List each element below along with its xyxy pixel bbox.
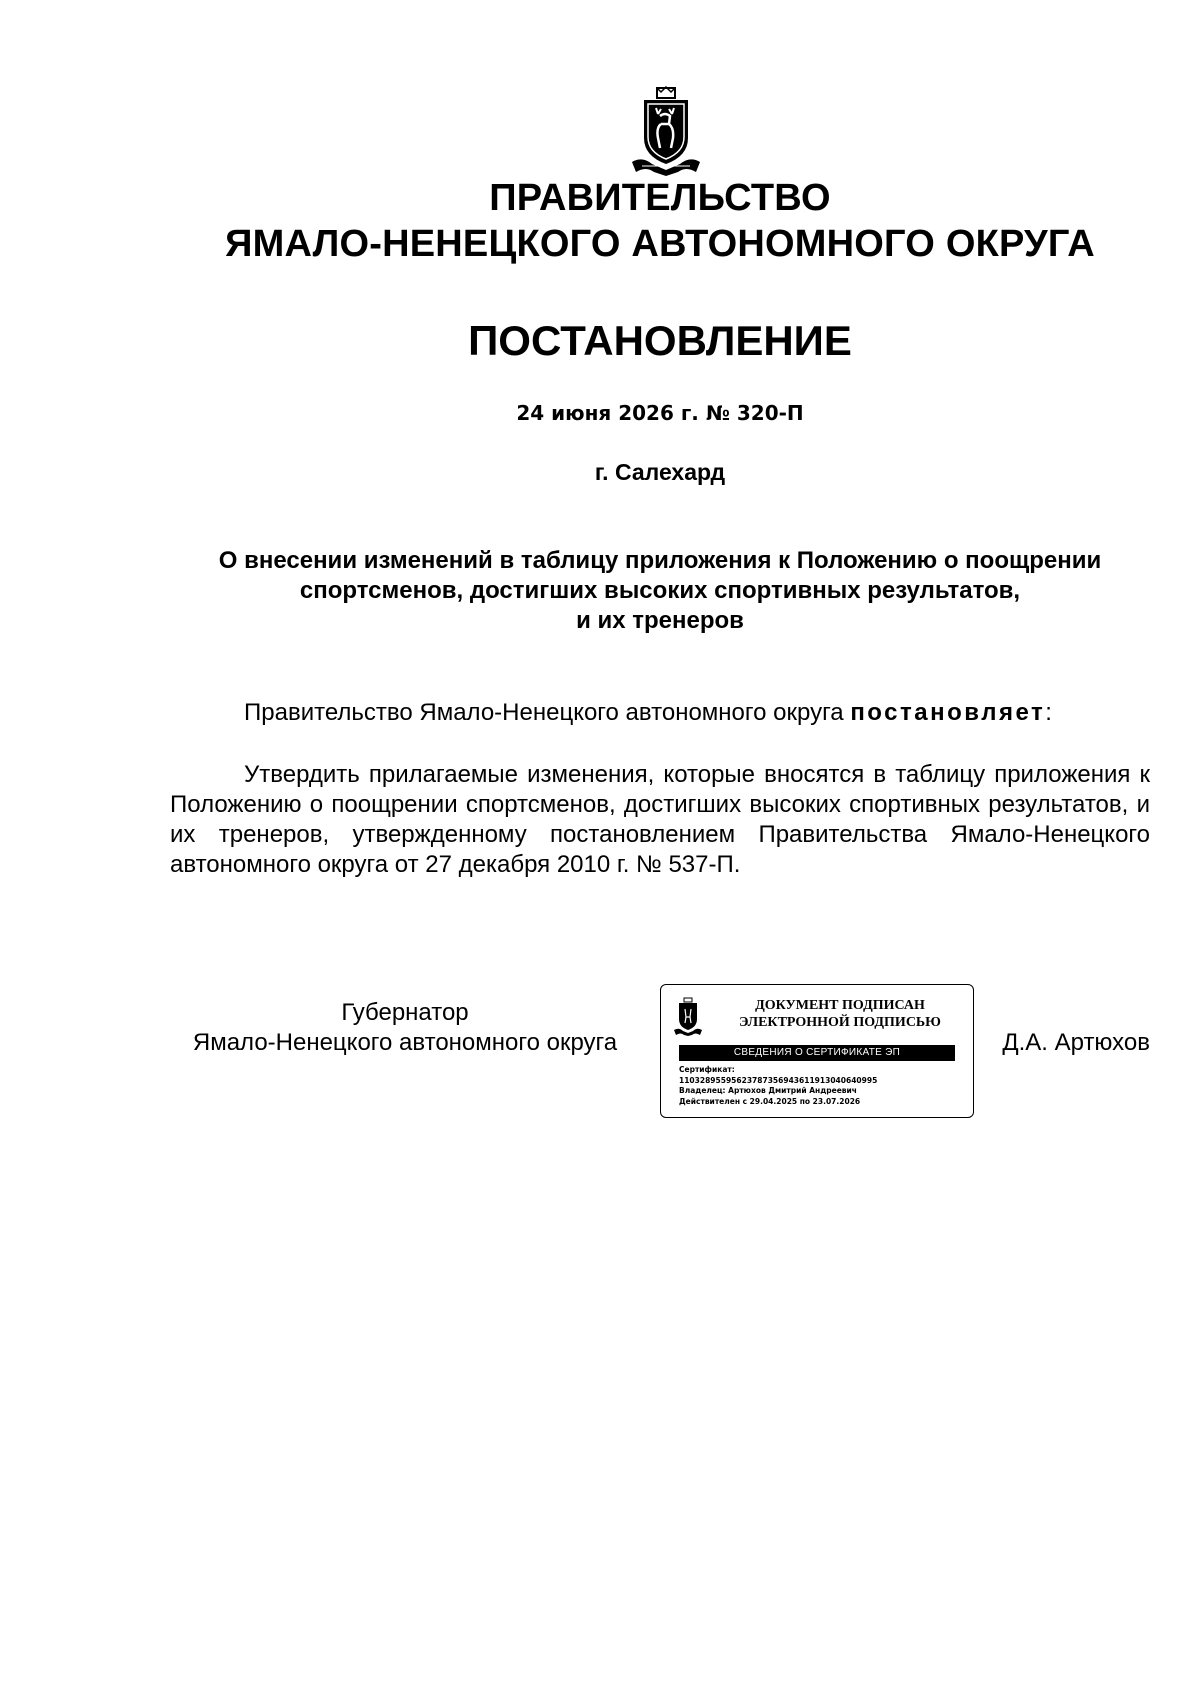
stamp-certificate-bar: СВЕДЕНИЯ О СЕРТИФИКАТЕ ЭП [679, 1045, 955, 1061]
coat-of-arms-icon [628, 86, 704, 178]
coat-of-arms-icon [673, 997, 703, 1037]
document-type: ПОСТАНОВЛЕНИЕ [468, 317, 852, 364]
signatory-name: Д.А. Артюхов [1002, 1029, 1150, 1056]
document-subject [170, 546, 1150, 636]
stamp-cert-number: 11032895595623787356943611913040640995 [679, 1075, 878, 1085]
org-name-line-1: ПРАВИТЕЛЬСТВО [489, 177, 831, 219]
body-paragraph [170, 760, 1150, 880]
stamp-validity: Действителен с 29.04.2025 по 23.07.2026 [679, 1096, 861, 1106]
body-paragraph-text: Утвердить прилагаемые изменения, которые вносятся в таблицу приложения к Положению о поощрении спортсменов, достигших высоких спортивных результатов, и их тренеров, утвержденному постановлением Правительства Ямало-Ненецкого автономного округа от 27 декабря 2010 г. № 537-П. [170, 761, 1150, 878]
signatory-position [170, 998, 640, 1058]
subject-line: О внесении изменений в таблицу приложения к Положению о поощрении [218, 547, 1102, 574]
electronic-signature-stamp [660, 984, 974, 1118]
stamp-heading [717, 997, 963, 1031]
stamp-certificate-info [679, 1065, 959, 1107]
preamble [170, 698, 1150, 728]
date-and-number: 24 июня 2026 г. № 320-П [516, 401, 804, 425]
preamble-suffix: : [1045, 699, 1052, 726]
signatory-position-line-2: Ямало-Ненецкого автономного округа [192, 1029, 618, 1056]
subject-line: спортсменов, достигших высоких спортивных результатов, [299, 577, 1021, 604]
stamp-heading-line-1: ДОКУМЕНТ ПОДПИСАН [755, 998, 925, 1013]
stamp-cert-label: Сертификат: [679, 1065, 735, 1074]
stamp-heading-line-2: ЭЛЕКТРОННОЙ ПОДПИСЬЮ [739, 1015, 941, 1030]
preamble-text: Правительство Ямало-Ненецкого автономного округа [244, 699, 851, 726]
signatory-position-line-1: Губернатор [341, 999, 469, 1026]
preamble-keyword: постановляет [850, 699, 1046, 726]
stamp-owner: Владелец: Артюхов Дмитрий Андреевич [679, 1086, 857, 1095]
org-name-line-2: ЯМАЛО-НЕНЕЦКОГО АВТОНОМНОГО ОКРУГА [225, 223, 1095, 265]
city: г. Салехард [594, 459, 726, 485]
subject-line: и их тренеров [576, 607, 744, 634]
